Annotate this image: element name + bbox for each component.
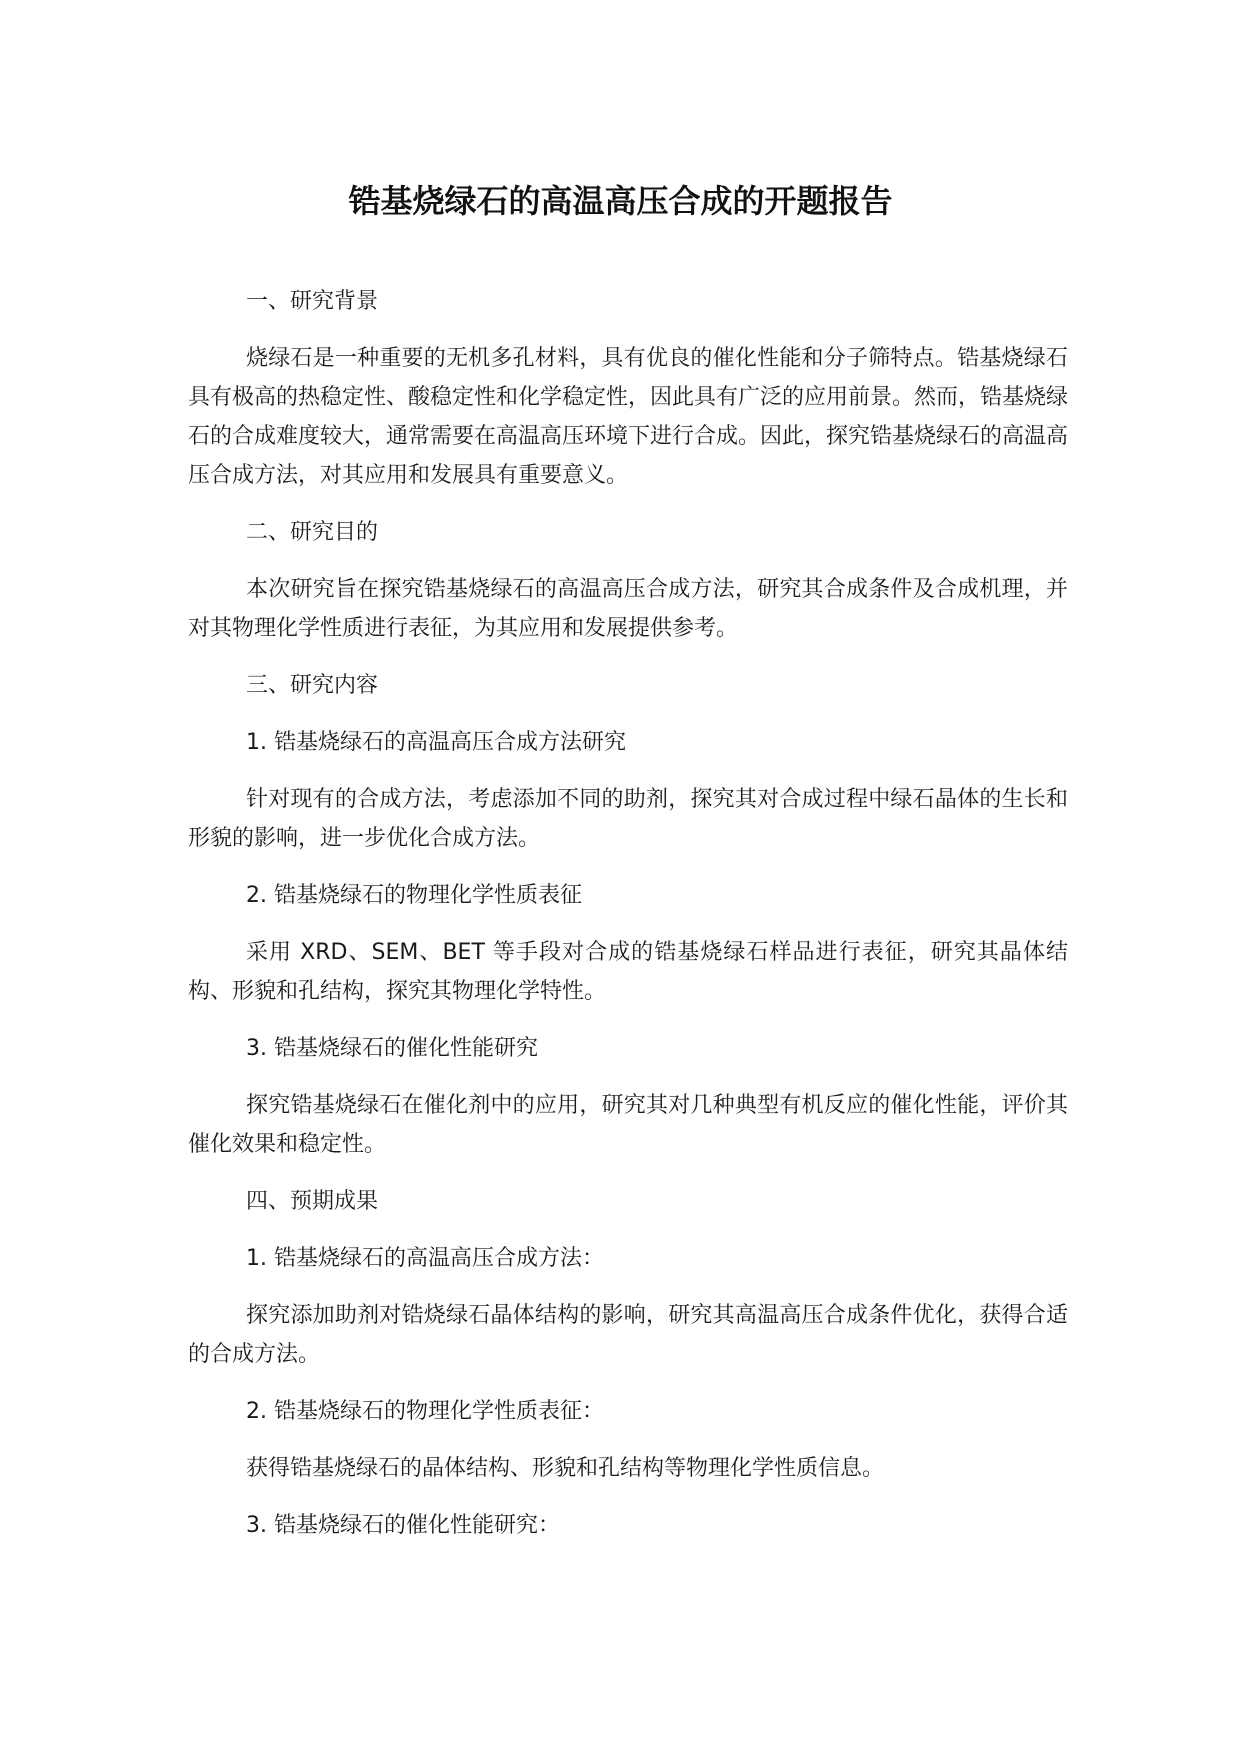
subheading-result-synthesis: 1. 锆基烧绿石的高温高压合成方法： — [246, 1246, 604, 1271]
document-title: 锆基烧绿石的高温高压合成的开题报告 — [348, 182, 893, 220]
paragraph-result-characterization: 获得锆基烧绿石的晶体结构、形貌和孔结构等物理化学性质信息。 — [246, 1456, 885, 1481]
section-heading-purpose: 二、研究目的 — [246, 520, 379, 545]
subheading-catalysis: 3. 锆基烧绿石的催化性能研究 — [246, 1036, 538, 1061]
paragraph-synthesis-method: 针对现有的合成方法，考虑添加不同的助剂，探究其对合成过程中绿石晶体的生长和形貌的影响，进一步优化合成方法。 — [188, 787, 1068, 851]
subheading-synthesis-method: 1. 锆基烧绿石的高温高压合成方法研究 — [246, 730, 626, 755]
paragraph-purpose: 本次研究旨在探究锆基烧绿石的高温高压合成方法，研究其合成条件及合成机理，并对其物理化学性质进行表征，为其应用和发展提供参考。 — [188, 577, 1068, 641]
section-heading-content: 三、研究内容 — [246, 673, 379, 698]
section-heading-background: 一、研究背景 — [246, 289, 379, 314]
paragraph-background: 烧绿石是一种重要的无机多孔材料，具有优良的催化性能和分子筛特点。锆基烧绿石具有极高的热稳定性、酸稳定性和化学稳定性，因此具有广泛的应用前景。然而，锆基烧绿石的合成难度较大，通常需要在高温高压环境下进行合成。因此，探究锆基烧绿石的高温高压合成方法，对其应用和发展具有重要意义。 — [188, 346, 1069, 488]
subheading-result-characterization: 2. 锆基烧绿石的物理化学性质表征： — [246, 1399, 604, 1424]
paragraph-result-synthesis: 探究添加助剂对锆烧绿石晶体结构的影响，研究其高温高压合成条件优化，获得合适的合成方法。 — [188, 1303, 1068, 1367]
paragraph-characterization: 采用 XRD、SEM、BET 等手段对合成的锆基烧绿石样品进行表征，研究其晶体结构、形貌和孔结构，探究其物理化学特性。 — [188, 940, 1068, 1004]
section-heading-expected-results: 四、预期成果 — [246, 1189, 379, 1214]
document-body — [188, 282, 1068, 1545]
subheading-result-catalysis: 3. 锆基烧绿石的催化性能研究： — [246, 1513, 560, 1538]
subheading-characterization: 2. 锆基烧绿石的物理化学性质表征 — [246, 883, 582, 908]
paragraph-catalysis: 探究锆基烧绿石在催化剂中的应用，研究其对几种典型有机反应的催化性能，评价其催化效果和稳定性。 — [188, 1093, 1068, 1157]
